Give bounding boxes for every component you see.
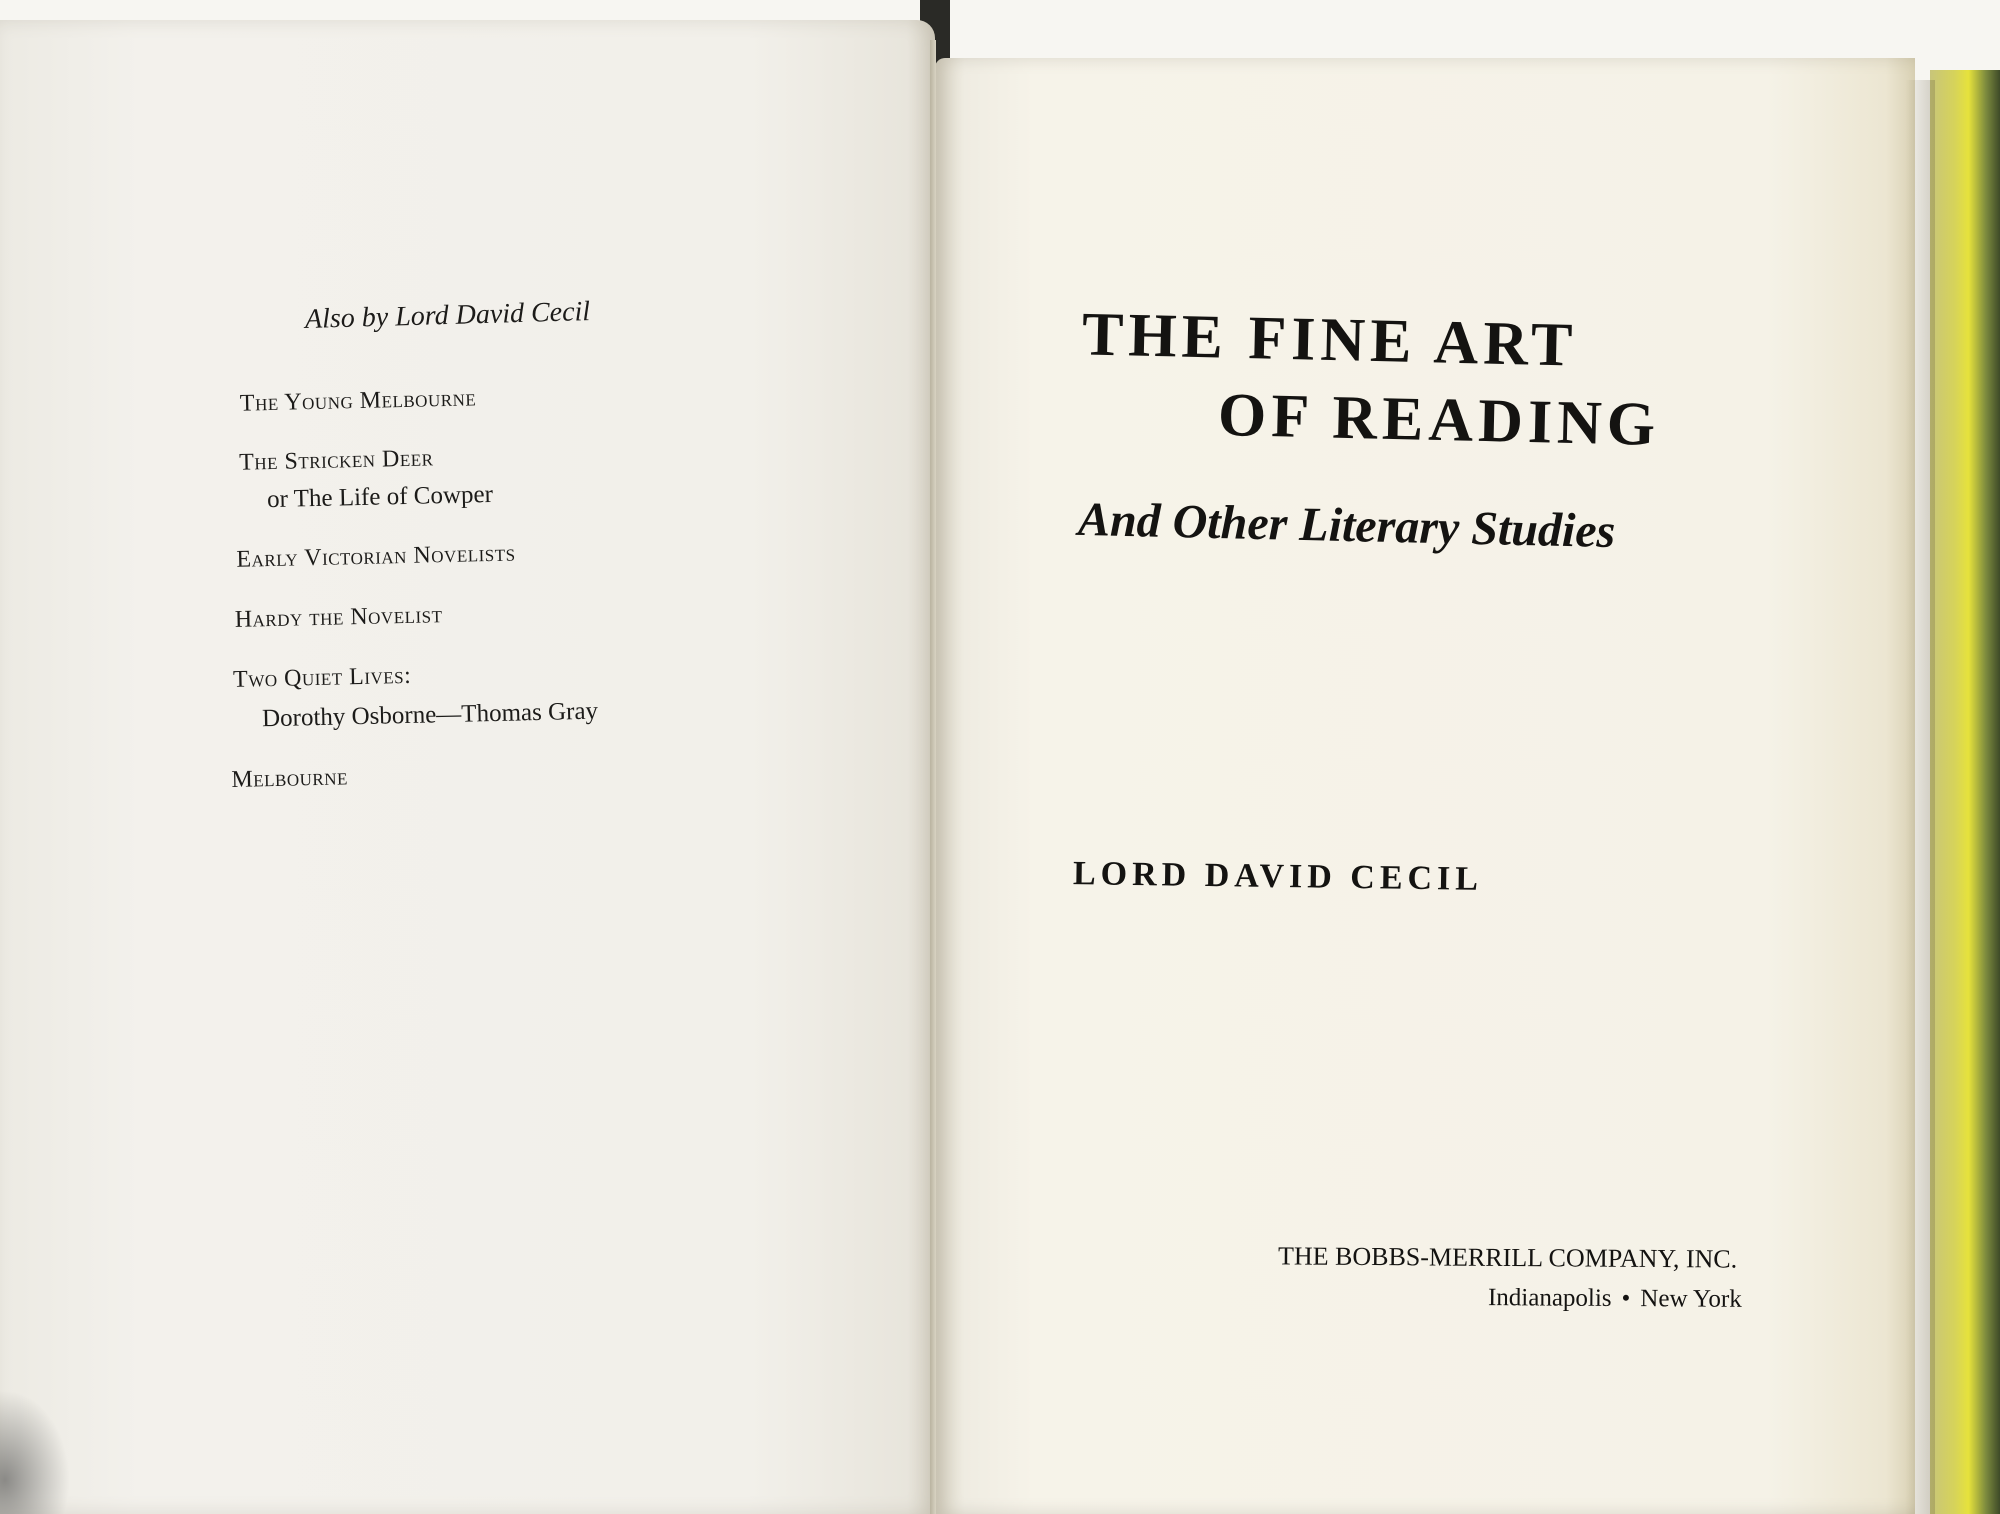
right-page <box>935 58 1915 1514</box>
publisher-location <box>1488 1284 1742 1314</box>
book-subtitle: or The Life of Cowper <box>266 480 494 514</box>
book-subtitle: Dorothy Osborne—Thomas Gray <box>261 697 599 733</box>
book-subtitle-main: And Other Literary Studies <box>1077 492 1616 559</box>
also-by-heading: Also by Lord David Cecil <box>304 296 591 335</box>
book-title: Hardy the Novelist <box>234 602 443 633</box>
book-title: Melbourne <box>231 764 349 793</box>
book-title-line-2: OF READING <box>1217 380 1661 460</box>
book-title: The Young Melbourne <box>239 385 477 417</box>
book-title: Early Victorian Novelists <box>236 540 516 573</box>
location-city-1: Indianapolis <box>1487 1284 1612 1312</box>
publisher-name: THE BOBBS-MERRILL COMPANY, INC. <box>1277 1241 1738 1274</box>
book-title: The Stricken Deer <box>238 445 434 476</box>
book-title-line-1: THE FINE ART <box>1081 300 1579 380</box>
other-books-list <box>0 0 945 1008</box>
page-edge-shadow <box>1905 80 1935 1514</box>
book-title: Two Quiet Lives: <box>232 662 412 693</box>
location-separator: • <box>1621 1285 1631 1313</box>
author-name: LORD DAVID CECIL <box>1072 855 1484 898</box>
book-cover-edge <box>1930 70 2000 1514</box>
location-city-2: New York <box>1640 1285 1742 1313</box>
